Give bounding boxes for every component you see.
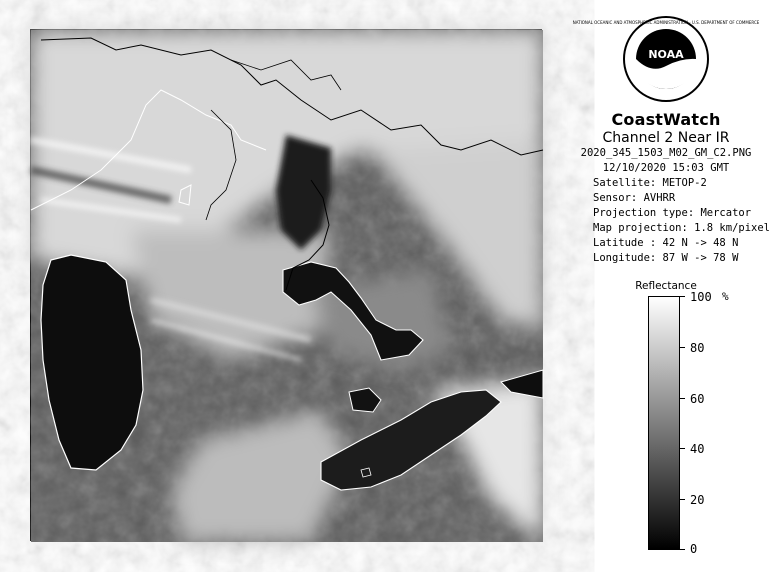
filename-label: 2020_345_1503_M02_GM_C2.PNG [580, 147, 752, 159]
channel-label: Channel 2 Near IR [602, 130, 730, 146]
tick-mark-20 [680, 499, 685, 500]
tick-label-0: 0 [690, 542, 698, 556]
map-projection-label: Map projection: 1.8 km/pixel [593, 222, 771, 234]
tick-label-100: 100 [690, 290, 712, 304]
legend-title: Reflectance [635, 280, 697, 292]
tick-mark-100 [680, 296, 685, 297]
tick-label-80: 80 [690, 341, 705, 355]
sensor-label: Sensor: AVHRR [593, 192, 676, 204]
tick-label-20: 20 [690, 493, 705, 507]
satellite-label: Satellite: METOP-2 [593, 177, 707, 189]
legend-unit: % [722, 290, 729, 303]
tick-mark-80 [680, 347, 685, 348]
satellite-image [30, 29, 542, 541]
longitude-label: Longitude: 87 W -> 78 W [593, 252, 739, 264]
tick-mark-40 [680, 448, 685, 449]
tick-label-40: 40 [690, 442, 705, 456]
satellite-map-svg [31, 30, 543, 542]
reflectance-colorbar [648, 296, 680, 550]
latitude-label: Latitude : 42 N -> 48 N [593, 237, 739, 249]
tick-mark-60 [680, 398, 685, 399]
tick-label-60: 60 [690, 392, 705, 406]
logo-center-text: NOAA [648, 48, 684, 61]
brand-title: CoastWatch [611, 110, 721, 129]
noaa-logo [572, 14, 760, 104]
datetime-label: 12/10/2020 15:03 GMT [602, 162, 730, 174]
info-panel [555, 14, 777, 292]
logo-ring-text: NATIONAL OCEANIC AND ATMOSPHERIC ADMINISTRATION · U.S. DEPARTMENT OF COMMERCE [572, 20, 760, 25]
projection-type-label: Projection type: Mercator [593, 207, 752, 219]
tick-mark-0 [680, 549, 685, 550]
